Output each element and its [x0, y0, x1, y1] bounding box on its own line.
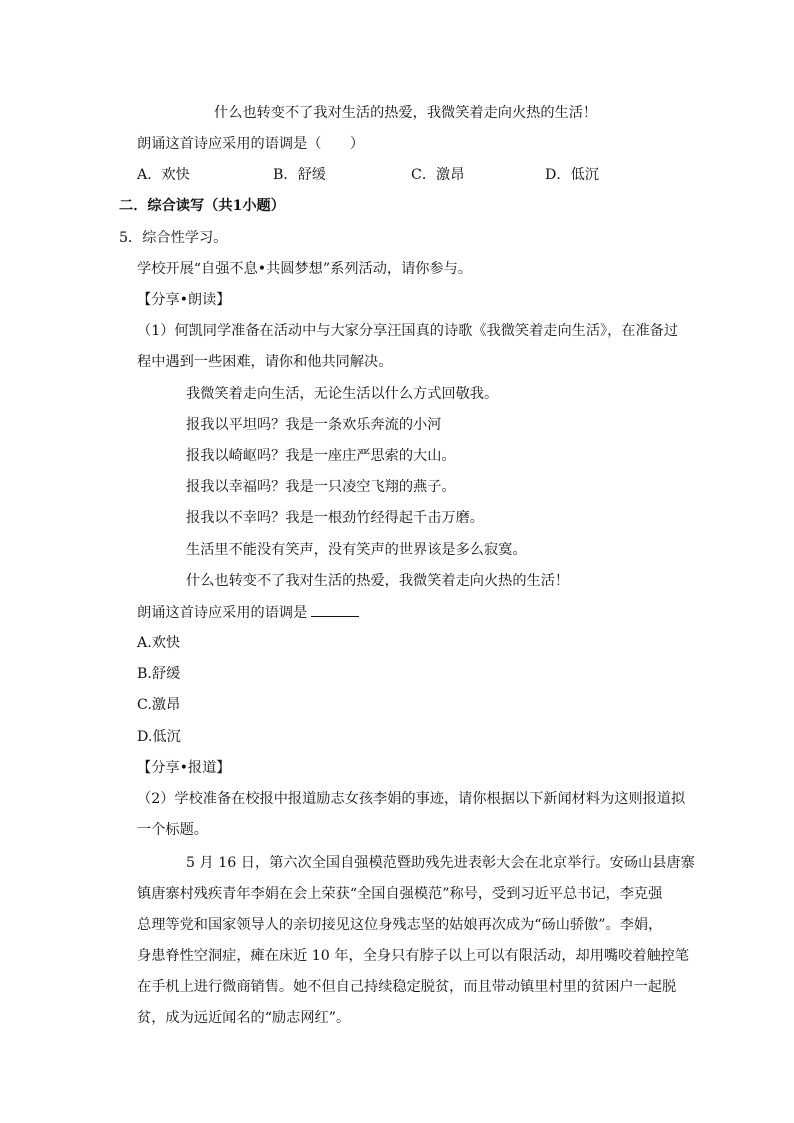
poem-line: 报我以崎岖吗？我是一座庄严思索的大山。 [186, 448, 456, 464]
news-line: 总理等党和国家领导人的亲切接见这位身残志坚的姑娘再次成为“砀山骄傲”。李娟， [137, 917, 663, 933]
q5-part1-text: （1）何凯同学准备在活动中与大家分享汪国真的诗歌《我微笑着走向生活》，在准备过 [137, 323, 679, 339]
news-line: 镇唐寨村残疾青年李娟在会上荣获“全国自强模范”称号，受到习近平总书记，李克强 [137, 886, 663, 902]
q5-question [137, 602, 359, 623]
poem-line: 什么也转变不了我对生活的热爱，我微笑着走向火热的生活！ [186, 573, 570, 589]
q4-poem-last-line: 什么也转变不了我对生活的热爱，我微笑着走向火热的生活！ [214, 105, 598, 121]
q5-option-a[interactable]: A.欢快 [137, 635, 181, 651]
poem-line: 报我以不幸吗？我是一根劲竹经得起千击万磨。 [186, 510, 484, 526]
news-line: 身患脊性空洞症，瘫在床近 10 年，全身只有脖子以上可以有限活动，却用嘴咬着触控笔 [137, 948, 690, 964]
q5-question-text: 朗诵这首诗应采用的语调是 [137, 605, 308, 621]
q4-option-b[interactable]: B．舒缓 [273, 167, 326, 183]
q4-option-c[interactable]: C．激昂 [411, 167, 465, 183]
poem-line: 生活里不能没有笑声，没有笑声的世界该是多么寂寞。 [186, 542, 527, 558]
q5-part1-text: 程中遇到一些困难，请你和他共同解决。 [137, 354, 393, 370]
news-line: 在手机上进行微商销售。她不但自己持续稳定脱贫，而且带动镇里村里的贫困户一起脱 [137, 979, 677, 995]
answer-blank[interactable] [311, 602, 359, 617]
news-line: 5 月 16 日，第六次全国自强模范暨助残先进表彰大会在北京举行。安砀山县唐寨 [186, 855, 695, 871]
q4-question: 朗诵这首诗应采用的语调是（ ） [137, 136, 365, 152]
q4-option-d[interactable]: D．低沉 [545, 167, 599, 183]
poem-line: 报我以平坦吗？我是一条欢乐奔流的小河 [186, 417, 442, 433]
q4-option-a[interactable]: A．欢快 [137, 167, 190, 183]
q5-part1-label: 【分享•朗读】 [137, 292, 231, 308]
news-line: 贫，成为远近闻名的“励志网红”。 [137, 1010, 351, 1026]
q5-option-b[interactable]: B.舒缓 [137, 666, 181, 682]
q5-option-d[interactable]: D.低沉 [137, 729, 181, 745]
q5-option-c[interactable]: C.激昂 [137, 697, 181, 713]
poem-line: 我微笑着走向生活，无论生活以什么方式回敬我。 [186, 386, 499, 402]
section-heading: 二．综合读写（共1小题） [119, 198, 285, 214]
q5-part2-text: （2）学校准备在校报中报道励志女孩李娟的事迹，请你根据以下新闻材料为这则报道拟 [137, 791, 686, 807]
q5-part2-label: 【分享•报道】 [137, 760, 231, 776]
q5-intro: 学校开展“自强不息•共圆梦想”系列活动，请你参与。 [137, 261, 473, 277]
poem-line: 报我以幸福吗？我是一只凌空飞翔的燕子。 [186, 479, 456, 495]
q5-title: 5．综合性学习。 [119, 230, 228, 246]
q5-part2-text: 一个标题。 [137, 822, 208, 838]
